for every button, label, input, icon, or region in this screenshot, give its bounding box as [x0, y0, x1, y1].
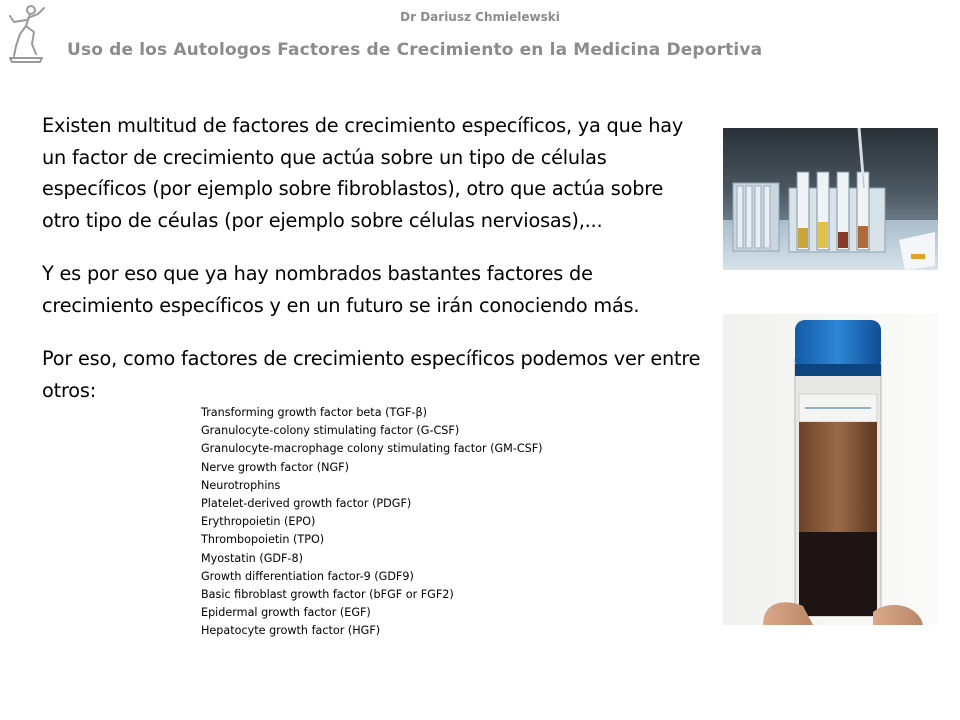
blood-tube-photo — [723, 314, 938, 625]
list-item: Nerve growth factor (NGF) — [201, 460, 349, 474]
list-item: Granulocyte-macrophage colony stimulating factor (GM-CSF) — [201, 442, 543, 456]
list-item: Neurotrophins — [201, 478, 281, 492]
lab-tubes-photo — [723, 128, 938, 270]
slide-body — [42, 110, 702, 406]
list-item: Granulocyte-colony stimulating factor (G-CSF) — [201, 424, 460, 438]
paragraph-3: Por eso, como factores de crecimiento específicos podemos ver entre otros: — [42, 347, 701, 402]
list-item: Thrombopoietin (TPO) — [201, 533, 325, 547]
list-item: Hepatocyte growth factor (HGF) — [201, 624, 381, 638]
list-item: Myostatin (GDF-8) — [201, 551, 303, 565]
list-item: Platelet-derived growth factor (PDGF) — [201, 497, 412, 511]
list-item: Basic fibroblast growth factor (bFGF or FGF2) — [201, 588, 454, 602]
paragraph-1: Existen multitud de factores de crecimiento específicos, ya que hay un factor de crecimiento que actúa sobre un tipo de células específicos (por ejemplo sobre fibroblastos), otro que actúa sobre otro tipo de céulas (por ejemplo sobre células nerviosas),... — [42, 114, 684, 232]
author-name: Dr Dariusz Chmielewski — [400, 10, 560, 24]
paragraph-2: Y es por eso que ya hay nombrados bastantes factores de crecimiento específicos y en un futuro se irán conociendo más. — [42, 262, 640, 317]
growth-factor-list — [201, 404, 543, 641]
list-item: Epidermal growth factor (EGF) — [201, 606, 371, 620]
list-item: Growth differentiation factor-9 (GDF9) — [201, 569, 414, 583]
list-item: Transforming growth factor beta (TGF-β) — [201, 406, 427, 419]
presentation-title: Uso de los Autologos Factores de Crecimiento en la Medicina Deportiva — [67, 40, 763, 60]
list-item: Erythropoietin (EPO) — [201, 515, 316, 529]
